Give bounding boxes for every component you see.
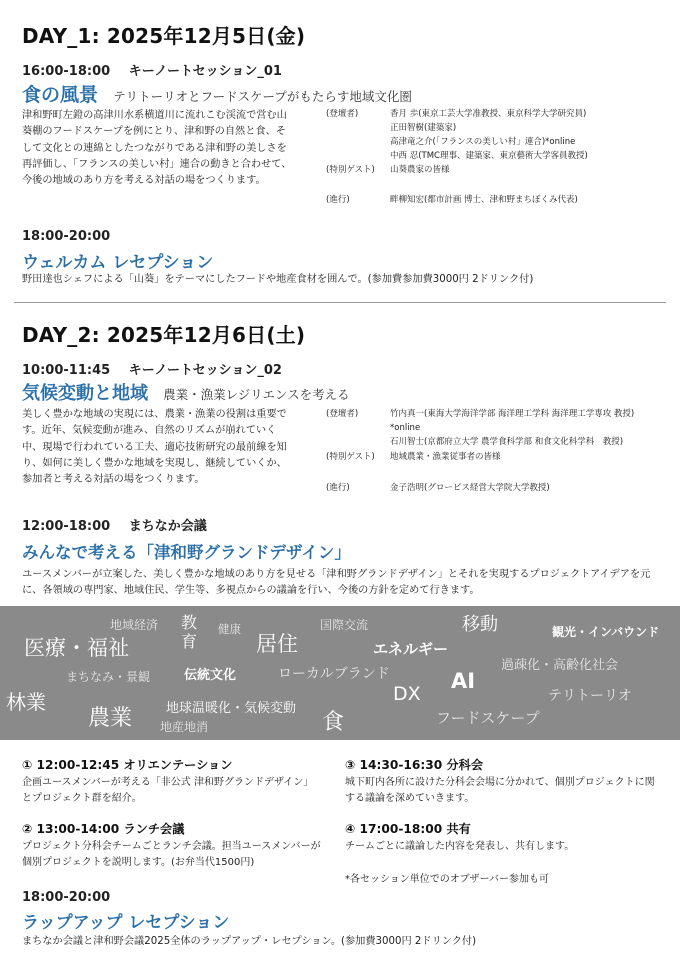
session-4-body: チームごとに議論した内容を発表し、共有します。: [345, 841, 575, 852]
keyword-local-economy: 地域経済: [110, 618, 159, 632]
session-3-heading: ③ 14:30-16:30 分科会: [345, 758, 484, 772]
session-1-body: 企画ユースメンバーが考える「非公式 津和野グランドデザイン」とプロジェクト群を紹介。: [22, 777, 314, 804]
day2-guest: 地域農業・漁業従事者の皆様: [390, 452, 501, 462]
day1-keynote-title-row: [22, 80, 412, 107]
keyword-cloud: [0, 606, 680, 740]
day1-reception-description: 野田達也シェフによる「山葵」をテーマにしたフードや地産食材を囲んで。(参加費参加費3000円 2ドリンク付): [22, 274, 534, 285]
day1-speaker-2: 正田智樹(建築家): [390, 123, 457, 133]
session-4-heading: ④ 17:00-18:00 共有: [345, 822, 471, 836]
day2-conference-title: みんなで考える「津和野グランドデザイン」: [22, 543, 351, 562]
session-2-body: プロジェクト分科会チームごとランチ会議。担当ユースメンバーが個別プロジェクトを説明します。(お弁当代1500円): [22, 841, 321, 868]
day2-conference-description: ユースメンバーが立案した、美しく豊かな地域のあり方を見せる「津和野グランドデザイン」とそれを実現するプロジェクトアイデアを元に、各領域の専門家、地域住民、学生等、多視点からの議論を行い、今後の方針を定めて行きます。: [22, 569, 651, 597]
day1-keynote-label: キーノートセッション_01: [128, 64, 282, 79]
day2-speaker-1: 竹内真一(東海大学海洋学部 海洋理工学科 海洋理工学専攻 教授): [390, 409, 635, 419]
keyword-climate-change: 地球温暖化・気候変動: [166, 701, 297, 716]
keyword-local-brand: ローカルブランド: [278, 666, 390, 682]
day1-heading: DAY_1: 2025年12月5日(金): [22, 24, 306, 48]
keyword-local-production: 地産地消: [160, 720, 209, 734]
session-4: [345, 820, 660, 855]
day2-moderator-label: (進行): [326, 483, 350, 493]
keyword-traditional-culture: 伝統文化: [184, 668, 237, 683]
keyword-education-2: 育: [181, 632, 198, 651]
day1-speakers-label: (登壇者): [326, 109, 359, 119]
day2-heading: DAY_2: 2025年12月6日(土): [22, 323, 306, 347]
keyword-energy: エネルギー: [373, 640, 449, 658]
day2-guest-label: (特別ゲスト): [326, 452, 375, 462]
keyword-townscape: まちなみ・景観: [66, 670, 151, 684]
day1-speaker-3: 高津竜之介(「フランスの美しい村」連合)*online: [390, 137, 576, 147]
keyword-agriculture: 農業: [88, 706, 133, 731]
day2-conference-header: [22, 515, 207, 534]
day1-moderator-label: (進行): [326, 195, 350, 205]
day-divider: [14, 302, 666, 303]
keyword-foodscape: フードスケープ: [436, 709, 540, 727]
day1-keynote-title: 食の風景: [22, 84, 99, 106]
day1-speaker-4: 中西 忍(TMC理事、建築家、東京藝術大学客員教授): [390, 151, 588, 161]
day1-keynote-description: 津和野町左鐙の高津川水系横道川に流れこむ渓流で営む山葵棚のフードスケープを例にとり、津和野の自然と食、そして文化との連綿としたつながりである津和野の美しさを再評価し、「フランスの美しい村」連合の動きと合わせて、今後の地域のあり方を考える対話の場をつくります。: [22, 110, 292, 187]
day1-reception-time: 18:00-20:00: [22, 229, 111, 244]
keyword-housing: 居住: [256, 632, 298, 656]
keyword-international-exchange: 国際交流: [320, 618, 369, 632]
day1-guest: 山葵農家の皆様: [390, 165, 450, 175]
keyword-medical-welfare: 医療・福祉: [24, 636, 129, 660]
day2-keynote-roles: [326, 408, 666, 498]
day2-keynote-description: 美しく豊かな地域の実現には、農業・漁業の役割は重要です。近年、気候変動が進み、自然のリズムが崩れていく中、現場で行われている工夫、適応技術研究の最前線を知り、如何に美しく豊かな地域を実現し、継続していくか、参加者と考える対話の場をつくります。: [22, 409, 287, 486]
session-1-heading: ① 12:00-12:45 オリエンテーション: [22, 758, 233, 772]
day1-keynote-header: [22, 60, 282, 79]
wrapup-description: まちなか会議と津和野会議2025全体のラップアップ・レセプション。(参加費3000円 2ドリンク付): [22, 936, 477, 947]
day2-keynote-time: 10:00-11:45: [22, 363, 111, 378]
session-2-heading: ② 13:00-14:00 ランチ会議: [22, 822, 185, 836]
day1-speaker-1: 香月 歩(東京工芸大学准教授、東京科学大学研究員): [390, 109, 587, 119]
keyword-education-1: 教: [181, 613, 198, 632]
keyword-food: 食: [322, 710, 345, 735]
day2-speaker-online: *online: [390, 423, 421, 433]
day1-keynote-roles: [326, 108, 666, 208]
session-3: [345, 756, 660, 807]
session-1: [22, 756, 322, 807]
keyword-health: 健康: [218, 622, 241, 636]
day2-keynote-title: 気候変動と地域: [22, 383, 148, 404]
wrapup-title: ラップアップ レセプション: [22, 913, 230, 933]
day1-moderator: 畔柳知宏(都市計画 博士、津和野まちぼくみ代表): [390, 195, 578, 205]
keyword-ai: AI: [451, 669, 476, 693]
keyword-tourism-inbound: 観光・インバウンド: [552, 625, 660, 639]
day2-conference-time: 12:00-18:00: [22, 519, 111, 534]
day2-keynote-label: キーノートセッション_02: [128, 363, 282, 378]
day2-moderator: 金子浩明(グロービス経営大学院大学教授): [390, 483, 550, 493]
day1-keynote-time: 16:00-18:00: [22, 64, 111, 79]
day1-guest-label: (特別ゲスト): [326, 165, 375, 175]
observer-note: *各セッション単位でのオブザーバー参加も可: [345, 874, 549, 885]
keyword-depopulation-aging: 過疎化・高齢化社会: [501, 658, 619, 673]
day2-keynote-header: [22, 359, 282, 378]
day2-conference-label: まちなか会議: [128, 519, 207, 534]
session-2: [22, 820, 322, 871]
keyword-dx: DX: [393, 683, 421, 705]
day2-speakers-label: (登壇者): [326, 409, 359, 419]
day2-keynote-subtitle: 農業・漁業レジリエンスを考える: [163, 387, 350, 402]
keyword-mobility: 移動: [462, 614, 498, 635]
day1-reception-title: ウェルカム レセプション: [22, 253, 214, 273]
wrapup-time: 18:00-20:00: [22, 890, 111, 905]
day2-speaker-2: 石川智士(京都府立大学 農学食科学部 和食文化科学科 教授): [390, 437, 624, 447]
keyword-forestry: 林業: [6, 690, 46, 714]
keyword-territorio: テリトーリオ: [548, 688, 632, 704]
day1-keynote-subtitle: テリトーリオとフードスケープがもたらす地域文化圏: [113, 89, 412, 104]
session-3-body: 城下町内各所に設けた分科会会場に分かれて、個別プロジェクトに関する議論を深めていきます。: [345, 777, 655, 804]
day2-keynote-title-row: [22, 379, 350, 405]
